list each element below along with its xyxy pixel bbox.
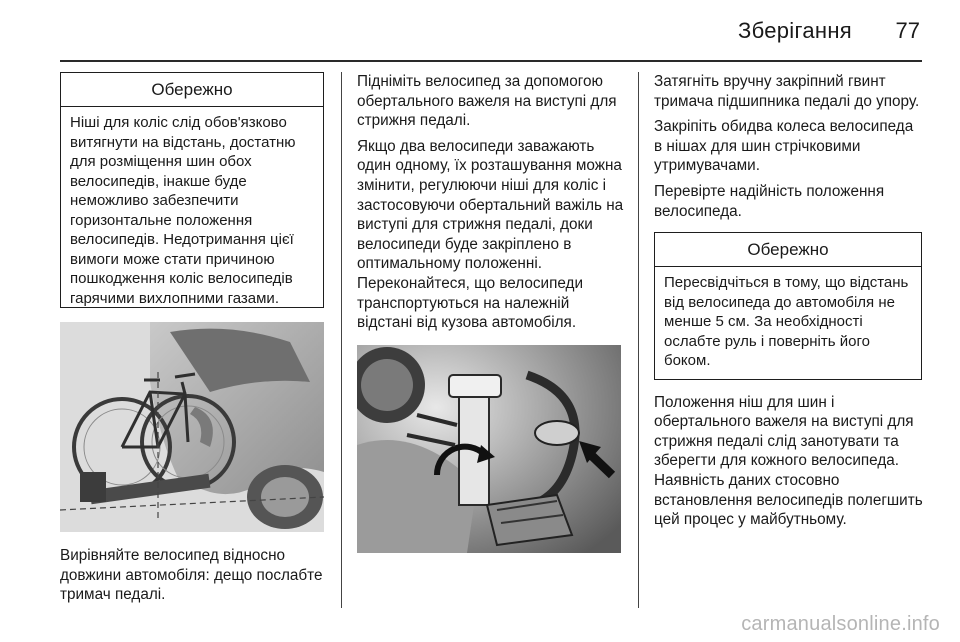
paragraph: Перевірте надійність положення велосипеда. bbox=[654, 182, 885, 220]
paragraph: Положення ніш для шин і обертального важеля на виступі для стрижня педалі слід занотувати та зберегти для кожного велосипеда. Наявність даних стосовно встановлення велосипедів полегшить цей процес у майбутньому. bbox=[654, 393, 923, 529]
warning-text: Ніші для коліс слід обов'язково витягнути на відстань, достатню для розміщення шин обох велосипедів, інакше буде неможливо забезпечити горизонтальне положення велосипедів. Недотримання цієї вимоги може стати причиною пошкодження коліс велосипедів гарячими вихлопними газами. bbox=[70, 114, 296, 307]
column-3 bbox=[654, 72, 924, 530]
warning-title: Обережно bbox=[61, 73, 323, 107]
warning-box bbox=[60, 72, 324, 308]
paragraph: Підніміть велосипед за допомогою обертального важеля на виступі для стрижня педалі. bbox=[357, 73, 617, 130]
warning-box bbox=[654, 232, 922, 380]
column-1 bbox=[60, 72, 324, 605]
paragraph: Затягніть вручну закріпний гвинт тримача підшипника педалі до упору. bbox=[654, 73, 920, 110]
column-2 bbox=[357, 72, 625, 553]
pedal-holder-figure bbox=[357, 345, 621, 553]
header-divider bbox=[60, 60, 922, 62]
column-divider-1 bbox=[341, 72, 342, 608]
section-title: Зберігання bbox=[738, 18, 852, 43]
watermark: carmanualsonline.info bbox=[741, 613, 940, 635]
page-header bbox=[0, 0, 960, 60]
paragraph: Закріпіть обидва колеса велосипеда в нішах для шин стрічковими утримувачами. bbox=[654, 118, 914, 175]
bike-on-carrier-figure bbox=[60, 322, 324, 532]
figure-caption: Вирівняйте велосипед відносно довжини автомобіля: дещо послабте тримач педалі. bbox=[60, 547, 323, 604]
warning-title: Обережно bbox=[655, 233, 921, 267]
warning-text: Пересвідчіться в тому, що відстань від велосипеда до автомобіля не менше 5 см. За необхідності ослабте руль і поверніть його боком. bbox=[664, 274, 909, 370]
paragraph: Якщо два велосипеди заважають один одному, їх розташування можна змінити, регулюючи ніші для коліс і застосовуючи обертальний важіль на виступі для стрижня педалі, доки велосипеди буде закріплено в оптимальному положенні. Переконайтеся, що велосипеди транспортуються на належній відстані від кузова автомобіля. bbox=[357, 137, 624, 332]
page-number: 77 bbox=[895, 18, 920, 43]
column-divider-2 bbox=[638, 72, 639, 608]
pedal-holder-illustration bbox=[357, 345, 621, 553]
bike-on-carrier-illustration bbox=[60, 322, 324, 532]
